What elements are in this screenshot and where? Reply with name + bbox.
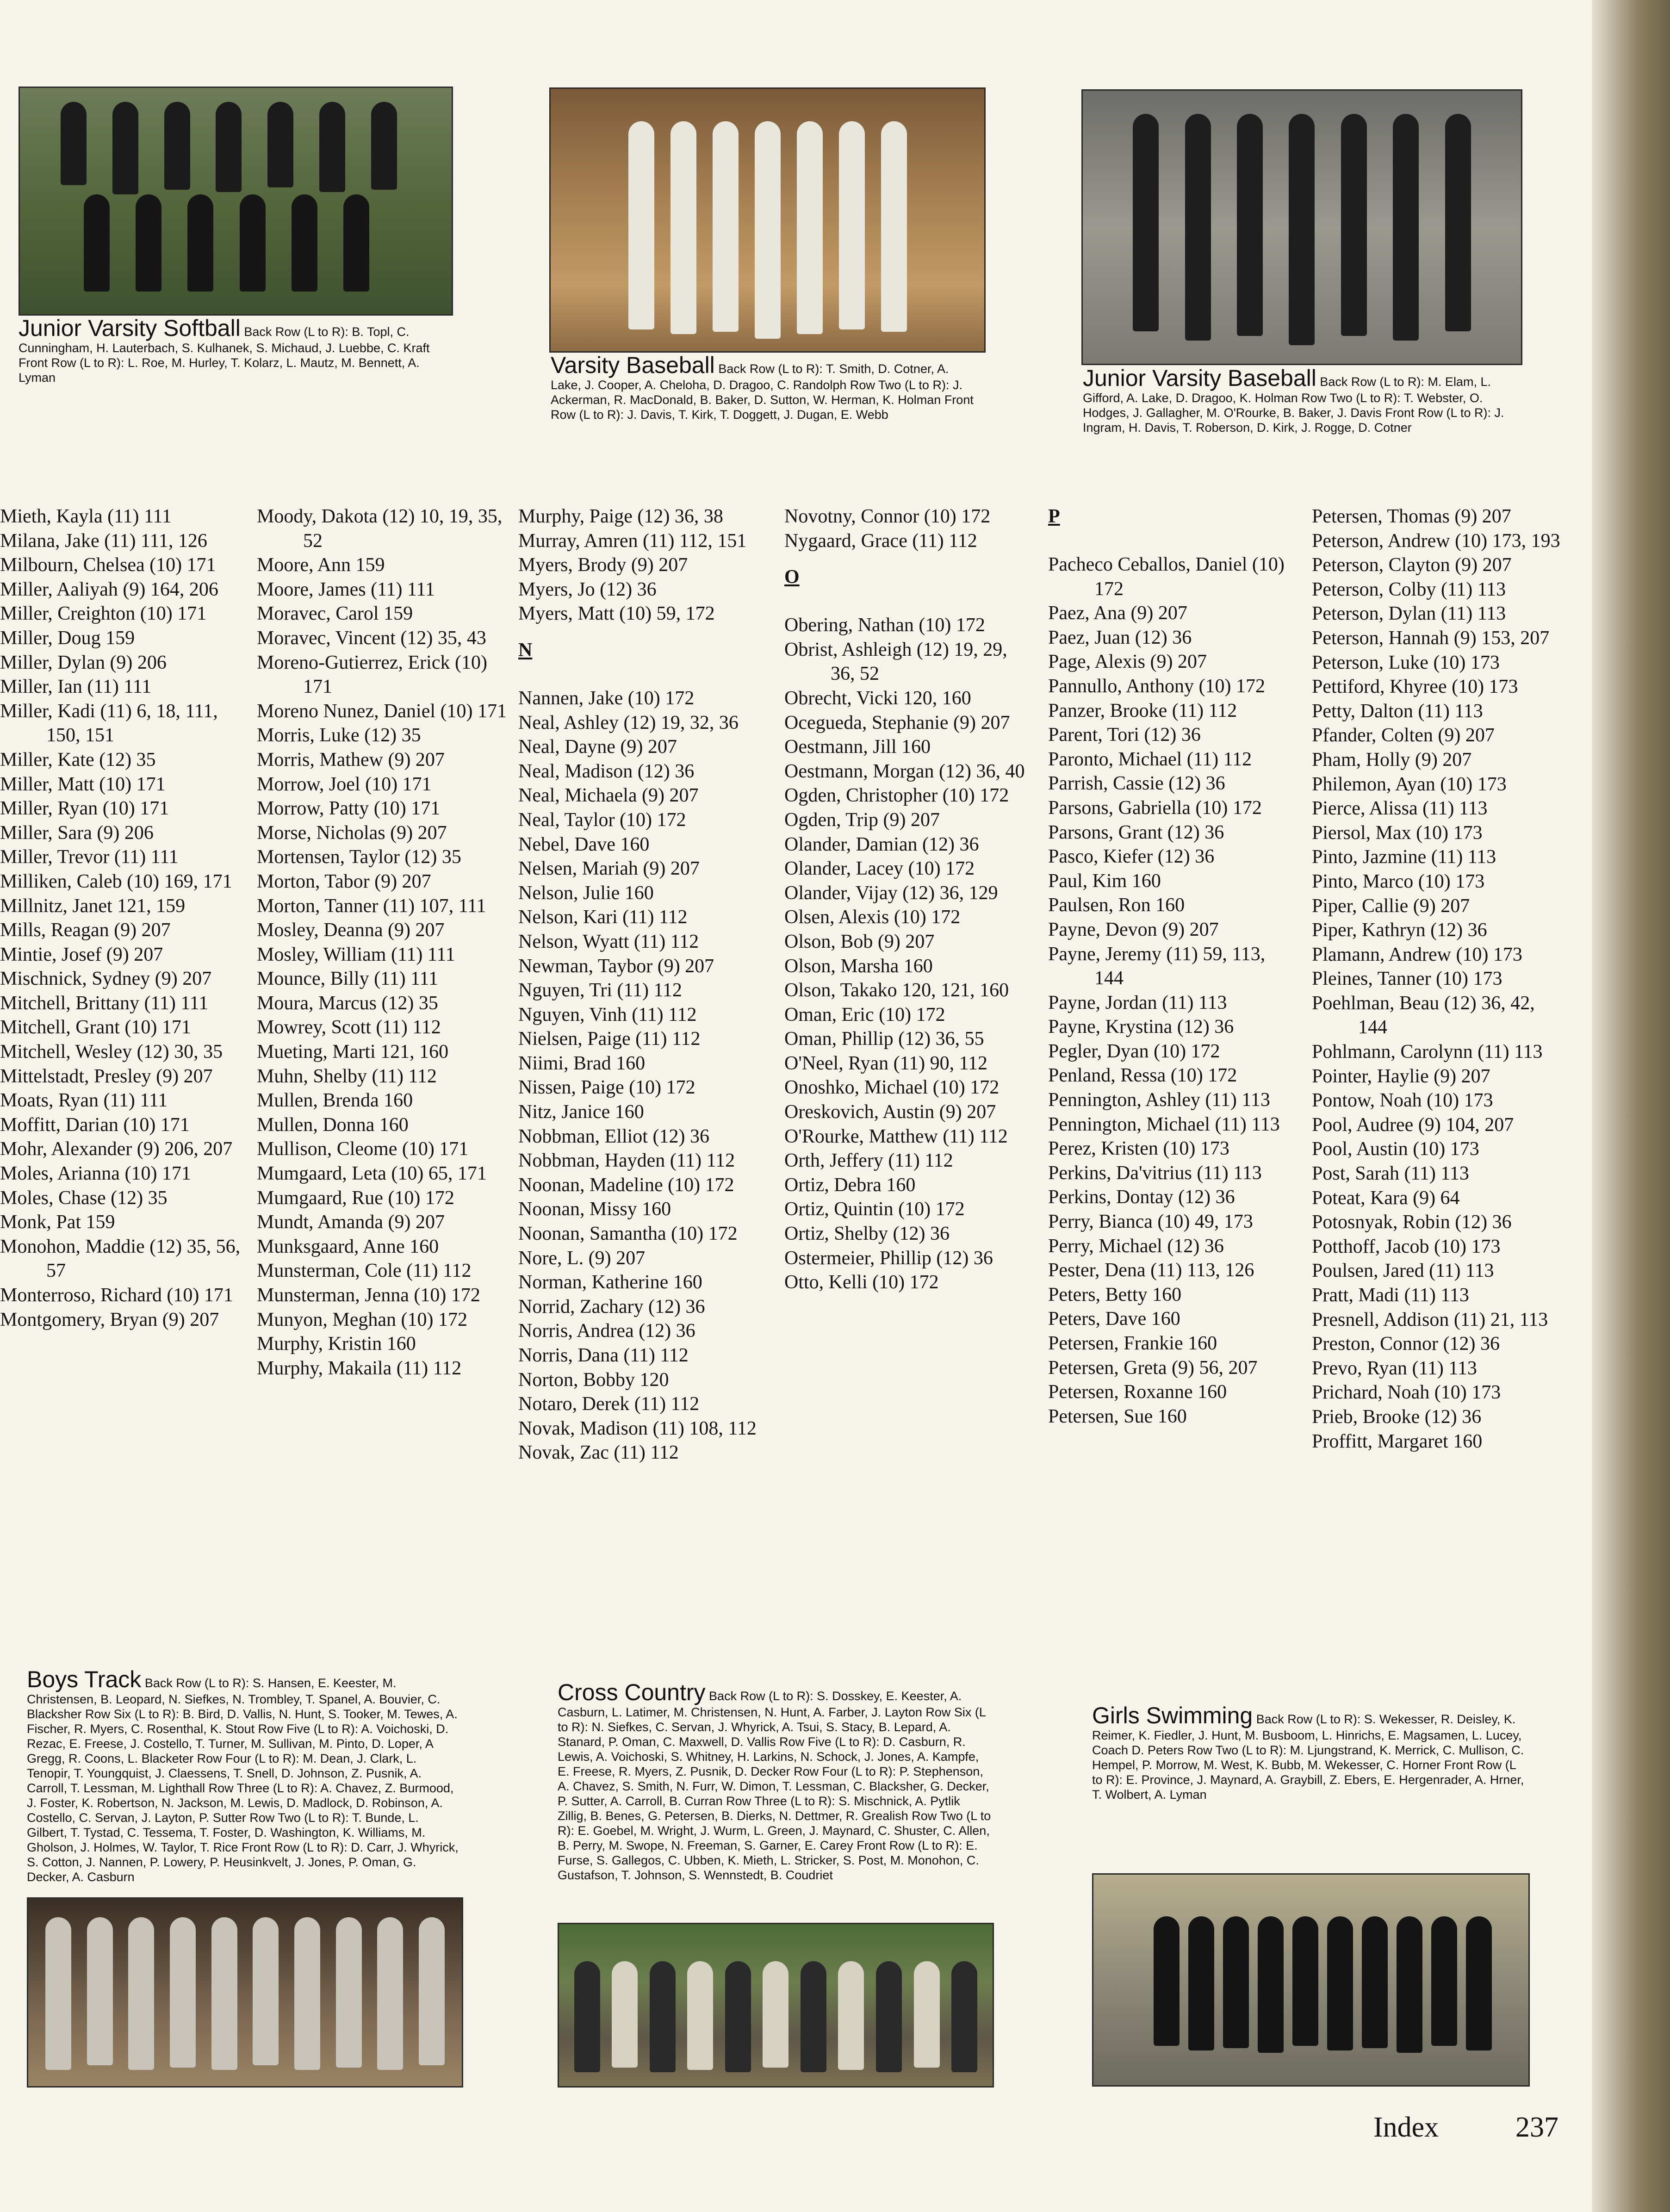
index-entry: Nobbman, Elliot (12) 36 <box>518 1125 709 1147</box>
caption-names: Back Row (L to R): B. Topl, C. Cunningham, H. Lauterbach, S. Kulhanek, S. Michaud, J. Luebbe, C. Kraft Front Row (L to R): L. Roe, M. Hurley, T. Kolarz, L. Mautz, M. Bennett, A. Lyman <box>19 325 430 385</box>
caption-title: Varsity Baseball <box>551 352 715 378</box>
index-entry: Preston, Connor (12) 36 <box>1312 1333 1500 1355</box>
index-entry: Olander, Damian (12) 36 <box>784 833 979 855</box>
index-entry: Norris, Dana (11) 112 <box>518 1345 689 1366</box>
index-entry: Petty, Dalton (11) 113 <box>1312 700 1483 722</box>
index-entry: Oman, Eric (10) 172 <box>784 1004 945 1025</box>
index-entry: Pohlmann, Carolynn (11) 113 <box>1312 1041 1543 1063</box>
index-entry: Morris, Luke (12) 35 <box>257 725 421 746</box>
page-edge-shadow <box>1592 0 1670 2212</box>
index-entry: Peterson, Luke (10) 173 <box>1312 652 1500 673</box>
index-entry: Moravec, Carol 159 <box>257 603 413 625</box>
index-entry: Norton, Bobby 120 <box>518 1369 669 1391</box>
index-entry: Nobbman, Hayden (11) 112 <box>518 1150 735 1172</box>
index-entry: Olson, Takako 120, 121, 160 <box>784 980 1009 1001</box>
caption-names: Back Row (L to R): S. Hansen, E. Keester, M. Christensen, B. Leopard, N. Siefkes, N. Trombley, T. Spanel, A. Bouvier, C. Blacksher Row Six (L to R): B. Bird, D. Vallis, N. Hunt, S. Tooker, M. Tewes, A. Fischer, R. Myers, C. Rosenthal, K. Stout Row Five (L to R): A. Voichoski, D. Rezac, E. Freese, J. Costello, T. Turner, M. Sullivan, M. Pinto, D. Loper, A Gregg, R. Coons, L. Blacketer Row Four (L to R): M. Dean, J. Clark, L. Tenopir, T. Youngquist, J. Claessens, T. Snell, D. Johnson, Z. Pusnik, A. Carroll, T. Lessman, M. Lighthall Row Three (L to R): A. Chavez, Z. Burmood, J. Foster, K. Robertson, N. Jackson, M. Lewis, D. Madlock, D. Robinson, A. Costello, C. Servan, J. Layton, P. Sutter Row Two (L to R): T. Bunde, L. Gilbert, T. Tystad, C. Tessema, T. Foster, D. Washington, K. Williams, M. Gholson, J. Holmes, W. Taylor, T. Rice Front Row (L to R): D. Carr, J. Whyrick, S. Cotton, J. Nannen, P. Lowery, P. Heusinkvelt, J. Jones, P. Oman, G. Decker, A. Casburn <box>27 1676 459 1884</box>
index-entry: Obrecht, Vicki 120, 160 <box>784 687 971 709</box>
index-entry: O'Neel, Ryan (11) 90, 112 <box>784 1052 988 1074</box>
index-letter-heading: P <box>1048 506 1060 527</box>
index-entry: Pleines, Tanner (10) 173 <box>1312 968 1502 990</box>
index-entry: Miller, Kadi (11) 6, 18, 111, 150, 151 <box>0 700 218 746</box>
index-entry: Milliken, Caleb (10) 169, 171 <box>0 870 232 892</box>
index-entry: Munyon, Meghan (10) 172 <box>257 1309 467 1330</box>
index-entry: Moura, Marcus (12) 35 <box>257 992 438 1014</box>
index-entry: Payne, Devon (9) 207 <box>1048 919 1219 940</box>
index-entry: Pinto, Marco (10) 173 <box>1312 870 1485 892</box>
photo-girls-swimming <box>1092 1873 1530 2087</box>
index-entry: Mowrey, Scott (11) 112 <box>257 1017 441 1038</box>
index-entry: Parent, Tori (12) 36 <box>1048 724 1201 746</box>
index-entry: Peterson, Hannah (9) 153, 207 <box>1312 627 1550 649</box>
index-entry: Mills, Reagan (9) 207 <box>0 920 171 941</box>
index-entry: Milana, Jake (11) 111, 126 <box>0 530 207 552</box>
index-entry: Moravec, Vincent (12) 35, 43 <box>257 627 486 649</box>
index-entry: Milbourn, Chelsea (10) 171 <box>0 554 216 576</box>
index-entry: Perez, Kristen (10) 173 <box>1048 1138 1229 1160</box>
index-entry: Pennington, Ashley (11) 113 <box>1048 1089 1270 1111</box>
index-entry: Murray, Amren (11) 112, 151 <box>518 530 747 552</box>
index-entry: Prichard, Noah (10) 173 <box>1312 1382 1501 1404</box>
index-entry: Murphy, Kristin 160 <box>257 1333 416 1355</box>
index-entry: Moats, Ryan (11) 111 <box>0 1090 168 1112</box>
index-entry: Parrish, Cassie (12) 36 <box>1048 773 1225 795</box>
index-entry: Novak, Zac (11) 112 <box>518 1442 679 1464</box>
caption-title: Girls Swimming <box>1092 1702 1253 1728</box>
index-letter-heading: O <box>784 566 800 588</box>
index-entry: Nebel, Dave 160 <box>518 833 650 855</box>
index-entry: Payne, Krystina (12) 36 <box>1048 1016 1234 1038</box>
index-entry: Page, Alexis (9) 207 <box>1048 651 1207 673</box>
index-entry: Mullen, Brenda 160 <box>257 1090 413 1112</box>
index-entry: Piper, Kathryn (12) 36 <box>1312 920 1487 941</box>
index-entry: Noonan, Samantha (10) 172 <box>518 1223 738 1245</box>
index-entry: Mosley, William (11) 111 <box>257 944 455 965</box>
index-entry: Miller, Trevor (11) 111 <box>0 846 179 868</box>
index-entry: Mullen, Donna 160 <box>257 1114 409 1136</box>
index-entry: Miller, Matt (10) 171 <box>0 773 166 795</box>
index-entry: Moore, Ann 159 <box>257 554 385 576</box>
index-entry: Petersen, Thomas (9) 207 <box>1312 506 1511 527</box>
index-entry: Notaro, Derek (11) 112 <box>518 1393 700 1415</box>
index-entry: Pfander, Colten (9) 207 <box>1312 725 1495 746</box>
index-entry: Obrist, Ashleigh (12) 19, 29, 36, 52 <box>784 639 1007 685</box>
index-entry: Nelson, Wyatt (11) 112 <box>518 931 699 952</box>
index-entry: Mitchell, Grant (10) 171 <box>0 1017 191 1038</box>
index-entry: Otto, Kelli (10) 172 <box>784 1272 939 1293</box>
index-entry: Ortiz, Debra 160 <box>784 1174 916 1196</box>
index-entry: Peterson, Clayton (9) 207 <box>1312 554 1512 576</box>
caption-girls-swimming <box>1092 1703 1527 1802</box>
index-entry: Myers, Matt (10) 59, 172 <box>518 603 715 625</box>
index-entry: Payne, Jordan (11) 113 <box>1048 992 1227 1013</box>
index-entry: Morton, Tanner (11) 107, 111 <box>257 895 486 917</box>
index-entry: Munsterman, Jenna (10) 172 <box>257 1285 480 1306</box>
index-entry: Mieth, Kayla (11) 111 <box>0 506 172 527</box>
index-entry: Moffitt, Darian (10) 171 <box>0 1114 190 1136</box>
index-entry: Morton, Tabor (9) 207 <box>257 870 431 892</box>
index-column-5 <box>1048 504 1298 1429</box>
index-entry: Nelson, Julie 160 <box>518 882 654 904</box>
index-entry: Neal, Madison (12) 36 <box>518 760 695 782</box>
index-entry: Prieb, Brooke (12) 36 <box>1312 1406 1482 1428</box>
index-entry: Payne, Jeremy (11) 59, 113, 144 <box>1048 943 1266 989</box>
index-entry: Miller, Sara (9) 206 <box>0 822 154 844</box>
index-entry: Paulsen, Ron 160 <box>1048 895 1185 916</box>
index-entry: Oestmann, Jill 160 <box>784 736 931 758</box>
index-column-3 <box>518 504 768 1465</box>
index-entry: Monohon, Maddie (12) 35, 56, 57 <box>0 1236 241 1282</box>
index-entry: Peters, Betty 160 <box>1048 1284 1182 1305</box>
index-entry: Murphy, Paige (12) 36, 38 <box>518 506 723 527</box>
index-entry: Paul, Kim 160 <box>1048 870 1161 892</box>
index-entry: Myers, Jo (12) 36 <box>518 578 657 600</box>
index-entry: Peterson, Dylan (11) 113 <box>1312 603 1506 625</box>
index-entry: Millnitz, Janet 121, 159 <box>0 895 186 917</box>
index-entry: Parsons, Gabriella (10) 172 <box>1048 797 1262 819</box>
index-entry: Mosley, Deanna (9) 207 <box>257 920 445 941</box>
index-column-4 <box>784 504 1034 1295</box>
caption-names: Back Row (L to R): M. Elam, L. Gifford, A. Lake, D. Dragoo, K. Holman Row Two (L to R): T. Webster, O. Hodges, J. Gallagher, M. O'Rourke, B. Baker, J. Davis Front Row (L to R): J. Ingram, H. Davis, T. Roberson, D. Kirk, J. Rogge, D. Cotner <box>1083 375 1504 435</box>
caption-names: Back Row (L to R): S. Dosskey, E. Keester, A. Casburn, L. Latimer, M. Christensen, N. Hunt, A. Farber, J. Layton Row Six (L to R): N. Siefkes, C. Servan, J. Whyrick, A. Tsui, S. Stacy, B. Lepard, A. Stanard, P. Oman, C. Maxwell, D. Vallis Row Five (L to R): D. Casburn, R. Lewis, A. Voichoski, S. Whitney, H. Larkins, N. Schock, J. Jones, A. Kampfe, E. Freese, R. Myers, Z. Pusnik, D. Decker Row Four (L to R): P. Stephenson, A. Chavez, S. Smith, N. Furr, W. Dimon, T. Lessman, C. Blacksher, G. Decker, P. Sutter, A. Carroll, B. Curran Row Three (L to R): S. Mischnick, A. Pytlik Zillig, B. Benes, G. Petersen, B. Dierks, N. Dettmer, R. Grealish Row Two (L to R): E. Goebel, M. Wright, J. Wurm, L. Green, J. Maynard, C. Shuster, C. Allen, B. Perry, M. Swope, N. Freeman, S. Garner, E. Carey Front Row (L to R): E. Furse, S. Gallegos, C. Ubben, K. Mieth, L. Stricker, S. Post, M. Monohon, C. Gustafson, T. Johnson, S. Wennstedt, B. Coudriet <box>558 1689 991 1882</box>
index-entry: Novak, Madison (11) 108, 112 <box>518 1417 757 1439</box>
index-entry: Neal, Dayne (9) 207 <box>518 736 677 758</box>
index-entry: Ortiz, Quintin (10) 172 <box>784 1199 965 1220</box>
caption-title: Boys Track <box>27 1666 142 1692</box>
index-entry: Pinto, Jazmine (11) 113 <box>1312 846 1496 868</box>
index-letter-heading: N <box>518 639 533 661</box>
index-entry: Potthoff, Jacob (10) 173 <box>1312 1236 1501 1257</box>
photo-boys-track <box>27 1897 463 2088</box>
index-entry: Poulsen, Jared (11) 113 <box>1312 1260 1494 1282</box>
index-entry: Nelsen, Mariah (9) 207 <box>518 858 700 880</box>
index-entry: Presnell, Addison (11) 21, 113 <box>1312 1309 1548 1330</box>
index-entry: Parsons, Grant (12) 36 <box>1048 821 1224 843</box>
caption-names: Back Row (L to R): S. Wekesser, R. Deisley, K. Reimer, K. Fiedler, J. Hunt, M. Busboom, L. Hinrichs, E. Magsamen, L. Lucey, Coach D. Peters Row Two (L to R): M. Ljungstrand, K. Merrick, C. Mullison, C. Hempel, P. Morrow, M. West, K. Bubb, M. Wekesser, C. Horner Front Row (L to R): E. Province, J. Maynard, A. Graybill, Z. Ebers, E. Hergenrader, A. Hrner, T. Wolbert, A. Lyman <box>1092 1712 1524 1802</box>
index-entry: Mueting, Marti 121, 160 <box>257 1041 449 1063</box>
photo-cross-country <box>558 1923 994 2088</box>
index-entry: Paez, Juan (12) 36 <box>1048 627 1192 648</box>
index-entry: Olander, Vijay (12) 36, 129 <box>784 882 998 904</box>
index-entry: Perry, Bianca (10) 49, 173 <box>1048 1211 1253 1233</box>
index-entry: Pointer, Haylie (9) 207 <box>1312 1065 1490 1087</box>
index-entry: Penland, Ressa (10) 172 <box>1048 1065 1237 1087</box>
index-entry: Miller, Aaliyah (9) 164, 206 <box>0 578 218 600</box>
index-entry: Pratt, Madi (11) 113 <box>1312 1285 1469 1306</box>
index-entry: Perkins, Da'vitrius (11) 113 <box>1048 1162 1262 1184</box>
index-entry: Miller, Ryan (10) 171 <box>0 798 169 820</box>
caption-title: Junior Varsity Baseball <box>1083 365 1316 391</box>
index-entry: Moles, Chase (12) 35 <box>0 1187 168 1209</box>
index-entry: Morrow, Joel (10) 171 <box>257 773 432 795</box>
index-entry: Poehlman, Beau (12) 36, 42, 144 <box>1312 992 1535 1038</box>
index-entry: Onoshko, Michael (10) 172 <box>784 1077 1000 1099</box>
footer-section-label: Index <box>1373 2112 1439 2143</box>
index-entry: Nitz, Janice 160 <box>518 1101 644 1123</box>
index-entry: Petersen, Roxanne 160 <box>1048 1381 1227 1403</box>
index-entry: Nielsen, Paige (11) 112 <box>518 1028 701 1050</box>
index-entry: Monk, Pat 159 <box>0 1212 115 1233</box>
index-entry: Pierce, Alissa (11) 113 <box>1312 798 1488 820</box>
caption-names: Back Row (L to R): T. Smith, D. Cotner, A. Lake, J. Cooper, A. Cheloha, D. Dragoo, C. Randolph Row Two (L to R): J. Ackerman, R. MacDonald, B. Baker, D. Sutton, W. Herman, K. Holman Front Row (L to R): J. Davis, T. Kirk, T. Doggett, J. Dugan, E. Webb <box>551 362 974 422</box>
index-entry: Nannen, Jake (10) 172 <box>518 687 695 709</box>
index-entry: Munsterman, Cole (11) 112 <box>257 1260 472 1282</box>
index-entry: Noonan, Missy 160 <box>518 1199 671 1220</box>
caption-title: Cross Country <box>558 1679 706 1705</box>
index-entry: Neal, Taylor (10) 172 <box>518 809 686 831</box>
index-entry: Noonan, Madeline (10) 172 <box>518 1174 734 1196</box>
index-entry: Miller, Ian (11) 111 <box>0 676 152 698</box>
index-entry: Oman, Phillip (12) 36, 55 <box>784 1028 984 1050</box>
index-entry: Pannullo, Anthony (10) 172 <box>1048 675 1265 697</box>
index-entry: Olsen, Alexis (10) 172 <box>784 907 961 928</box>
index-entry: Mischnick, Sydney (9) 207 <box>0 968 212 990</box>
index-entry: Mohr, Alexander (9) 206, 207 <box>0 1138 233 1160</box>
index-entry: Prevo, Ryan (11) 113 <box>1312 1357 1477 1379</box>
caption-varsity-baseball <box>551 353 981 422</box>
index-entry: Muhn, Shelby (11) 112 <box>257 1065 437 1087</box>
index-entry: Pasco, Kiefer (12) 36 <box>1048 846 1215 868</box>
index-entry: Philemon, Ayan (10) 173 <box>1312 773 1507 795</box>
index-entry: Ogden, Christopher (10) 172 <box>784 785 1009 807</box>
index-entry: Pennington, Michael (11) 113 <box>1048 1113 1280 1135</box>
index-column-1 <box>0 504 250 1332</box>
index-entry: Moore, James (11) 111 <box>257 578 435 600</box>
index-entry: Mortensen, Taylor (12) 35 <box>257 846 461 868</box>
index-entry: Pettiford, Khyree (10) 173 <box>1312 676 1518 698</box>
index-entry: Mounce, Billy (11) 111 <box>257 968 438 990</box>
index-entry: Miller, Doug 159 <box>0 627 135 649</box>
index-entry: Petersen, Greta (9) 56, 207 <box>1048 1357 1258 1379</box>
index-entry: Piersol, Max (10) 173 <box>1312 822 1483 844</box>
index-entry: Nore, L. (9) 207 <box>518 1247 646 1269</box>
index-entry: Petersen, Frankie 160 <box>1048 1333 1217 1354</box>
index-entry: O'Rourke, Matthew (11) 112 <box>784 1125 1008 1147</box>
index-entry: Mullison, Cleome (10) 171 <box>257 1138 469 1160</box>
index-entry: Norman, Katherine 160 <box>518 1272 702 1293</box>
index-entry: Pool, Audree (9) 104, 207 <box>1312 1114 1514 1136</box>
index-entry: Niimi, Brad 160 <box>518 1052 646 1074</box>
index-entry: Peters, Dave 160 <box>1048 1308 1180 1330</box>
index-entry: Piper, Callie (9) 207 <box>1312 895 1470 917</box>
index-entry: Nelson, Kari (11) 112 <box>518 907 688 928</box>
index-entry: Perry, Michael (12) 36 <box>1048 1235 1224 1257</box>
caption-title: Junior Varsity Softball <box>19 315 241 341</box>
index-entry: Ocegueda, Stephanie (9) 207 <box>784 712 1010 733</box>
index-entry: Novotny, Connor (10) 172 <box>784 506 991 527</box>
index-entry: Moody, Dakota (12) 10, 19, 35, 52 <box>257 506 503 552</box>
index-entry: Poteat, Kara (9) 64 <box>1312 1187 1460 1209</box>
index-entry: Pegler, Dyan (10) 172 <box>1048 1040 1220 1062</box>
index-entry: Petersen, Sue 160 <box>1048 1405 1187 1427</box>
index-entry: Munksgaard, Anne 160 <box>257 1236 439 1257</box>
page-number: 237 <box>1515 2112 1558 2143</box>
index-entry: Morris, Mathew (9) 207 <box>257 749 445 770</box>
index-entry: Murphy, Makaila (11) 112 <box>257 1357 462 1379</box>
index-entry: Miller, Creighton (10) 171 <box>0 603 207 625</box>
index-entry: Panzer, Brooke (11) 112 <box>1048 700 1237 721</box>
index-entry: Montgomery, Bryan (9) 207 <box>0 1309 219 1330</box>
index-entry: Mundt, Amanda (9) 207 <box>257 1212 445 1233</box>
index-entry: Orth, Jeffery (11) 112 <box>784 1150 953 1172</box>
index-entry: Paez, Ana (9) 207 <box>1048 603 1187 624</box>
index-entry: Olson, Bob (9) 207 <box>784 931 935 952</box>
index-entry: Proffitt, Margaret 160 <box>1312 1430 1483 1452</box>
index-column-6 <box>1312 504 1562 1454</box>
index-entry: Olson, Marsha 160 <box>784 955 933 977</box>
index-entry: Pool, Austin (10) 173 <box>1312 1138 1479 1160</box>
index-entry: Moreno Nunez, Daniel (10) 171 <box>257 700 507 722</box>
index-entry: Olander, Lacey (10) 172 <box>784 858 975 880</box>
index-entry: Pontow, Noah (10) 173 <box>1312 1090 1493 1112</box>
index-entry: Morse, Nicholas (9) 207 <box>257 822 447 844</box>
index-entry: Obering, Nathan (10) 172 <box>784 615 985 636</box>
index-entry: Myers, Brody (9) 207 <box>518 554 688 576</box>
index-entry: Mintie, Josef (9) 207 <box>0 944 163 965</box>
index-entry: Mittelstadt, Presley (9) 207 <box>0 1065 213 1087</box>
index-entry: Mitchell, Brittany (11) 111 <box>0 992 209 1014</box>
index-entry: Pester, Dena (11) 113, 126 <box>1048 1260 1254 1281</box>
index-entry: Mumgaard, Leta (10) 65, 171 <box>257 1163 487 1185</box>
index-entry: Nissen, Paige (10) 172 <box>518 1077 695 1099</box>
index-entry: Perkins, Dontay (12) 36 <box>1048 1187 1235 1208</box>
photo-jv-baseball <box>1081 89 1522 365</box>
index-entry: Ogden, Trip (9) 207 <box>784 809 940 831</box>
index-entry: Ortiz, Shelby (12) 36 <box>784 1223 950 1245</box>
index-column-2 <box>257 504 507 1380</box>
index-entry: Pham, Holly (9) 207 <box>1312 749 1472 770</box>
caption-jv-softball <box>19 316 453 385</box>
index-entry: Oreskovich, Austin (9) 207 <box>784 1101 996 1123</box>
index-entry: Miller, Dylan (9) 206 <box>0 652 167 673</box>
photo-varsity-baseball <box>549 87 986 353</box>
index-entry: Norris, Andrea (12) 36 <box>518 1320 695 1342</box>
caption-cross-country <box>558 1680 993 1883</box>
index-entry: Neal, Michaela (9) 207 <box>518 785 699 807</box>
index-entry: Peterson, Andrew (10) 173, 193 <box>1312 530 1560 552</box>
index-entry: Newman, Taybor (9) 207 <box>518 955 714 977</box>
index-entry: Peterson, Colby (11) 113 <box>1312 578 1506 600</box>
caption-jv-baseball <box>1083 366 1518 435</box>
index-entry: Neal, Ashley (12) 19, 32, 36 <box>518 712 739 733</box>
caption-boys-track <box>27 1667 462 1884</box>
index-entry: Potosnyak, Robin (12) 36 <box>1312 1212 1512 1233</box>
index-entry: Moles, Arianna (10) 171 <box>0 1163 191 1185</box>
index-entry: Post, Sarah (11) 113 <box>1312 1163 1469 1185</box>
index-entry: Morrow, Patty (10) 171 <box>257 798 441 820</box>
index-entry: Norrid, Zachary (12) 36 <box>518 1296 705 1317</box>
index-entry: Mitchell, Wesley (12) 30, 35 <box>0 1041 223 1063</box>
photo-jv-softball <box>19 87 453 316</box>
index-entry: Moreno-Gutierrez, Erick (10) 171 <box>257 652 487 698</box>
index-entry: Mumgaard, Rue (10) 172 <box>257 1187 454 1209</box>
index-entry: Paronto, Michael (11) 112 <box>1048 748 1252 770</box>
index-entry: Plamann, Andrew (10) 173 <box>1312 944 1522 965</box>
index-entry: Oestmann, Morgan (12) 36, 40 <box>784 760 1025 782</box>
index-entry: Nguyen, Tri (11) 112 <box>518 980 682 1001</box>
index-entry: Pacheco Ceballos, Daniel (10) 172 <box>1048 554 1285 600</box>
index-entry: Nygaard, Grace (11) 112 <box>784 530 977 552</box>
index-entry: Monterroso, Richard (10) 171 <box>0 1285 233 1306</box>
index-entry: Ostermeier, Phillip (12) 36 <box>784 1247 993 1269</box>
index-entry: Miller, Kate (12) 35 <box>0 749 156 770</box>
index-entry: Nguyen, Vinh (11) 112 <box>518 1004 697 1025</box>
